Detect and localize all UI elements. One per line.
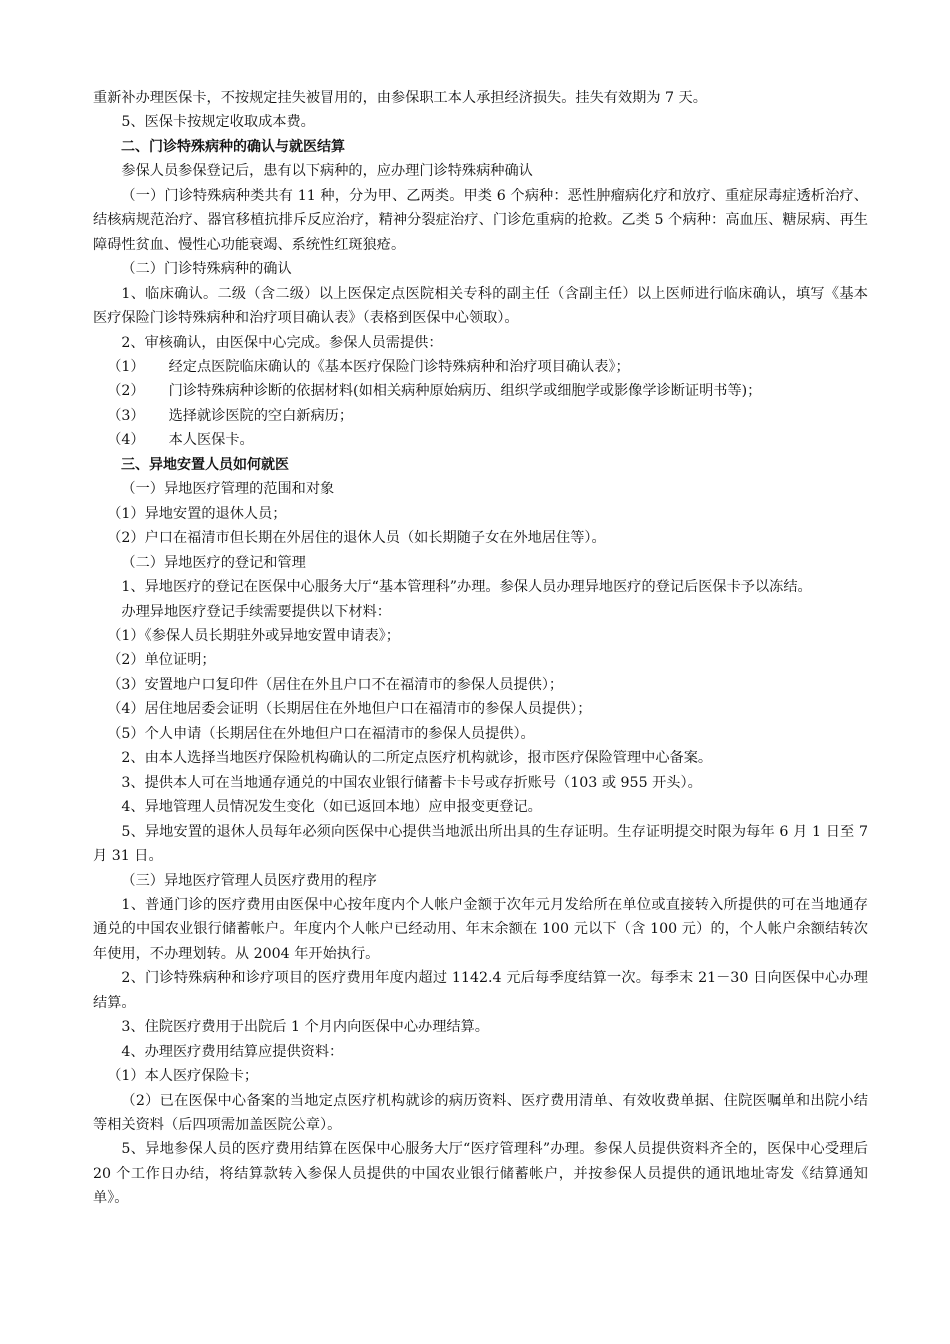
body-paragraph: 5、异地安置的退休人员每年必须向医保中心提供当地派出所出具的生存证明。生存证明提交时限为每年 6 月 1 日至 7 月 31 日。 bbox=[93, 823, 868, 865]
numbered-list-item bbox=[93, 428, 868, 452]
body-paragraph: （一）异地医疗管理的范围和对象 bbox=[121, 481, 335, 498]
body-paragraph: 4、办理医疗费用结算应提供资料： bbox=[121, 1043, 344, 1060]
body-paragraph: （3）安置地户口复印件（居住在外且户口不在福清市的参保人员提供）； bbox=[107, 676, 564, 693]
body-paragraph: 5、异地参保人员的医疗费用结算在医保中心服务大厅“医疗管理科”办理。参保人员提供资料齐全的，医保中心受理后 20 个工作日办结，将结算款转入参保人员提供的中国农业银行储蓄帐户，并按参保人员提供的通讯地址寄发《结算通知单》。 bbox=[93, 1141, 868, 1207]
body-paragraph: （2）已在医保中心备案的当地定点医疗机构就诊的病历资料、医疗费用清单、有效收费单据、住院医嘱单和出院小结等相关资料（后四项需加盖医院公章）。 bbox=[93, 1092, 868, 1134]
body-paragraph: 2、由本人选择当地医疗保险机构确认的二所定点医疗机构就诊，报市医疗保险管理中心备案。 bbox=[121, 750, 713, 767]
body-paragraph: （三）异地医疗管理人员医疗费用的程序 bbox=[121, 872, 377, 889]
body-paragraph: （1）异地安置的退休人员； bbox=[107, 505, 287, 522]
numbered-list-item bbox=[93, 379, 868, 403]
body-paragraph: （2）单位证明； bbox=[107, 652, 216, 669]
body-paragraph: 3、住院医疗费用于出院后 1 个月内向医保中心办理结算。 bbox=[121, 1019, 489, 1036]
body-paragraph: （二）门诊特殊病种的确认 bbox=[121, 261, 292, 278]
numbered-list-item bbox=[93, 404, 868, 428]
body-paragraph: （4）居住地居委会证明（长期居住在外地但户口在福清市的参保人员提供）； bbox=[107, 701, 592, 718]
list-item-text: 选择就诊医院的空白新病历； bbox=[168, 407, 354, 424]
body-paragraph: 重新补办理医保卡，不按规定挂失被冒用的，由参保职工本人承担经济损失。挂失有效期为 7 天。 bbox=[93, 90, 707, 106]
list-item-number: （3） bbox=[107, 407, 145, 424]
body-paragraph: 3、提供本人可在当地通存通兑的中国农业银行储蓄卡卡号或存折账号（103 或 955 开头）。 bbox=[121, 774, 702, 791]
list-item-number: （1） bbox=[107, 358, 145, 375]
body-paragraph: （2）户口在福清市但长期在外居住的退休人员（如长期随子女在外地居住等）。 bbox=[107, 530, 606, 547]
section-heading: 三、异地安置人员如何就医 bbox=[121, 456, 289, 473]
list-item-text: 门诊特殊病种诊断的依据材料(如相关病种原始病历、组织学或细胞学或影像学诊断证明书等)； bbox=[168, 383, 762, 400]
body-paragraph: 1、普通门诊的医疗费用由医保中心按年度内个人帐户金额于次年元月发给所在单位或直接转入所提供的可在当地通存通兑的中国农业银行储蓄帐户。年度内个人帐户已经动用、年末余额在 100 元以下（含 100 元）的，个人帐户余额结转次年使用，不办理划转。从 2004 年开始执行。 bbox=[93, 896, 868, 962]
list-item-text: 本人医保卡。 bbox=[168, 432, 254, 449]
body-paragraph: （5）个人申请（长期居住在外地但户口在福清市的参保人员提供）。 bbox=[107, 725, 535, 742]
body-paragraph: 4、异地管理人员情况发生变化（如已返回本地）应申报变更登记。 bbox=[121, 799, 542, 816]
body-paragraph: 2、门诊特殊病种和诊疗项目的医疗费用年度内超过 1142.4 元后每季度结算一次。每季末 21－30 日向医保中心办理结算。 bbox=[93, 970, 868, 1011]
section-heading: 二、门诊特殊病种的确认与就医结算 bbox=[121, 138, 345, 155]
body-paragraph: （二）异地医疗的登记和管理 bbox=[121, 554, 306, 571]
body-paragraph: 2、审核确认，由医保中心完成。参保人员需提供： bbox=[121, 334, 443, 351]
body-paragraph: 办理异地医疗登记手续需要提供以下材料： bbox=[121, 603, 391, 620]
list-item-text: 经定点医院临床确认的《基本医疗保险门诊特殊病种和治疗项目确认表》； bbox=[168, 358, 630, 375]
numbered-list-item bbox=[93, 355, 868, 379]
list-item-number: （2） bbox=[107, 383, 145, 400]
body-paragraph: （1）本人医疗保险卡； bbox=[107, 1068, 259, 1085]
document-page bbox=[93, 86, 868, 1211]
body-paragraph: 1、临床确认。二级（含二级）以上医保定点医院相关专科的副主任（含副主任）以上医师进行临床确认，填写《基本医疗保险门诊特殊病种和治疗项目确认表》（表格到医保中心领取）。 bbox=[93, 285, 868, 327]
body-paragraph: 参保人员参保登记后，患有以下病种的，应办理门诊特殊病种确认 bbox=[121, 163, 533, 180]
list-item-number: （4） bbox=[107, 432, 145, 449]
body-paragraph: （1）《参保人员长期驻外或异地安置申请表》； bbox=[107, 627, 400, 644]
body-paragraph: 1、异地医疗的登记在医保中心服务大厅“基本管理科”办理。参保人员办理异地医疗的登记后医保卡予以冻结。 bbox=[121, 579, 812, 596]
body-paragraph: 5、医保卡按规定收取成本费。 bbox=[121, 114, 315, 131]
body-paragraph: （一）门诊特殊病种类共有 11 种，分为甲、乙两类。甲类 6 个病种：恶性肿瘤病化疗和放疗、重症尿毒症透析治疗、结核病规范治疗、器官移植抗排斥反应治疗，精神分裂症治疗、门诊危重病的抢救。乙类 5 个病种：高血压、糖尿病、再生障碍性贫血、慢性心功能衰竭、系统性红斑狼疮。 bbox=[93, 187, 868, 253]
